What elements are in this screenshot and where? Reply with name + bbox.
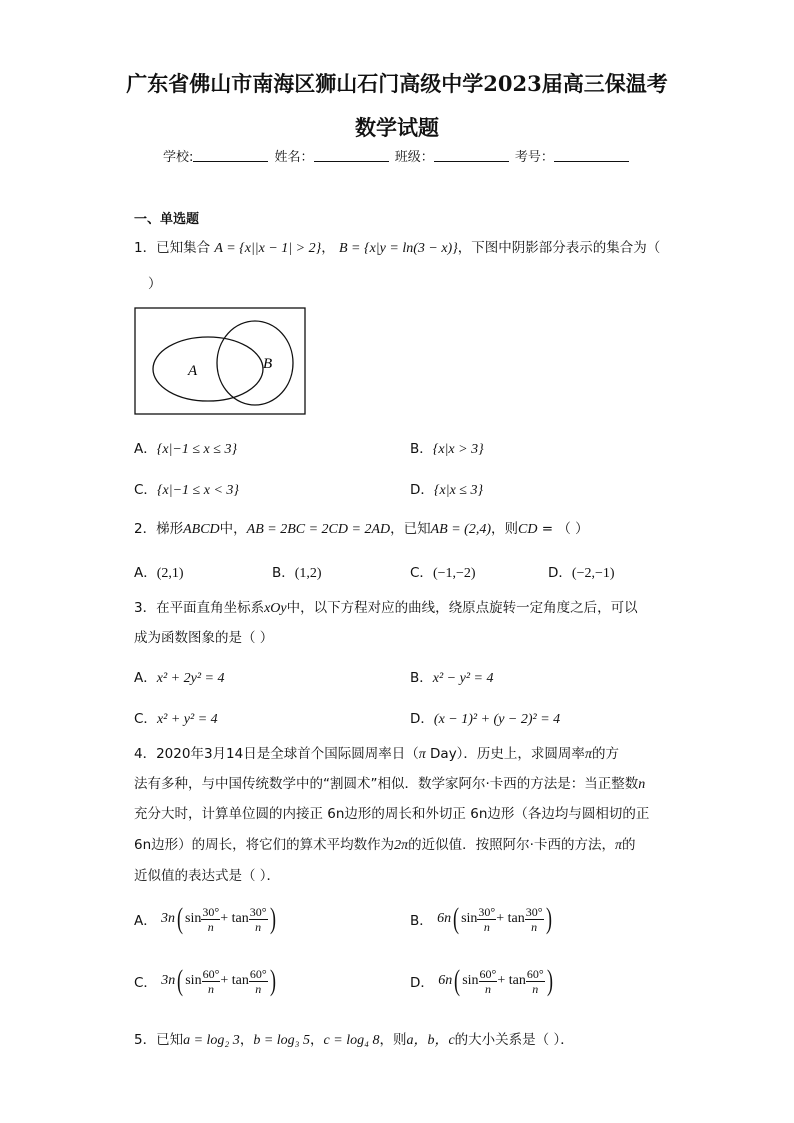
q1-option-c[interactable] [134, 478, 239, 499]
school-blank[interactable] [193, 149, 268, 162]
q4-option-c-frac1 [202, 967, 221, 996]
q3-line1: 在平面直角坐标系 [156, 600, 265, 616]
q4-option-b-tan: + tan [496, 911, 525, 926]
q2-vector-ab: AB = (2,4) [430, 522, 491, 537]
q1-set-b: B = {x|y = ln(3 − x)} [339, 241, 458, 256]
q4-option-c-lparen: ( [177, 964, 184, 997]
q5-text-a: 已知 [156, 1032, 184, 1048]
info-row [163, 146, 631, 165]
q2-option-d[interactable] [548, 561, 615, 582]
q4-option-d-tan: + tan [497, 973, 526, 988]
q3-option-a-value: x² + 2y² = 4 [156, 671, 225, 686]
q4-option-d-sin: sin [462, 973, 479, 988]
q4-option-a-frac1 [201, 905, 220, 934]
q4-option-b-letter: B． [410, 913, 433, 929]
question-5: 5．已知a = log₂ 3，b = log₃ 5，c = log₄ 8，则a，b，c的大小关系是（ ）． [134, 1032, 574, 1048]
q3-option-b-value: x² − y² = 4 [432, 671, 494, 686]
q4-option-c-den1: n [207, 981, 214, 996]
q2-text-c: ，已知 [390, 521, 431, 537]
name-blank[interactable] [314, 149, 389, 162]
q3-option-d[interactable] [410, 707, 560, 728]
q2-equation: AB = 2BC = 2CD = 2AD [246, 522, 391, 537]
q4-option-d-den1: n [484, 981, 491, 996]
q4-option-c-sin: sin [185, 973, 202, 988]
section-heading: 一、单选题 [134, 212, 200, 227]
q3-option-c-value: x² + y² = 4 [156, 712, 218, 727]
q4-option-b-den2: n [531, 919, 538, 934]
q4-option-a-coef: 3n [161, 911, 176, 926]
q4-option-a[interactable] [134, 902, 278, 936]
q4-option-a-frac2 [249, 905, 268, 934]
q4-line4 [134, 835, 635, 856]
q2-text-b: 中， [219, 521, 247, 537]
question-3 [134, 598, 638, 619]
page-title: 广东省佛山市南海区狮山石门高级中学2023届高三保温考 [126, 71, 668, 96]
q4-option-b-sin: sin [461, 911, 478, 926]
q4-line2-text: 法有多种，与中国传统数学中的“割圆术”相似．数学家阿尔·卡西的方法是：当正整数 [134, 776, 639, 792]
q4-number: 4． [134, 746, 157, 762]
q4-option-d-coef: 6n [438, 973, 453, 988]
q5-number: 5． [134, 1032, 157, 1048]
q2-option-c-letter: C． [410, 565, 433, 581]
q1-option-b[interactable] [410, 437, 484, 458]
q1-number: 1． [134, 240, 157, 256]
question-2 [134, 519, 589, 540]
q4-option-c-letter: C． [134, 975, 157, 991]
school-label: 学校: [163, 150, 194, 165]
q4-line4c: 的 [621, 837, 636, 853]
q5-a: a = log₂ 3 [183, 1033, 240, 1048]
q1-option-a-letter: A． [134, 441, 157, 457]
q4-pi: π [418, 747, 426, 762]
q4-option-c-frac2 [249, 967, 268, 996]
venn-label-b: B [263, 356, 273, 372]
q4-option-c-den2: n [255, 981, 262, 996]
q4-option-b-coef: 6n [437, 911, 452, 926]
q2-text-a: 梯形 [156, 521, 184, 537]
q4-option-d-lparen: ( [454, 964, 461, 997]
q4-option-b-lparen: ( [453, 902, 460, 935]
q3-option-a-letter: A． [134, 670, 157, 686]
q2-text-e: = （ ） [537, 521, 589, 537]
q1-sep: ， [321, 240, 335, 256]
question-4 [134, 744, 619, 765]
q4-n: n [638, 777, 646, 792]
q4-option-d-frac2 [526, 967, 545, 996]
q3-option-c-letter: C． [134, 711, 157, 727]
venn-set-a [153, 337, 263, 401]
q2-option-a-value: (2,1) [156, 566, 184, 581]
q4-option-b-den1: n [483, 919, 490, 934]
q2-option-a[interactable] [134, 561, 184, 582]
q1-set-a: A = {x||x − 1| > 2} [214, 241, 322, 256]
q4-option-c-tan: + tan [220, 973, 249, 988]
q5-b: b = log₃ 5 [253, 1033, 311, 1048]
q4-option-a-letter: A． [134, 913, 157, 929]
q4-option-b-num2: 30° [525, 904, 543, 919]
q4-option-b-frac1 [477, 905, 496, 934]
q1-option-a-value: {x|−1 ≤ x ≤ 3} [156, 442, 238, 457]
venn-universe-rect [135, 308, 305, 414]
q4-option-b-num1: 30° [478, 904, 496, 919]
q2-option-b[interactable] [272, 561, 322, 582]
q3-line1b: 中，以下方程对应的曲线，绕原点旋转一定角度之后，可以 [286, 600, 638, 616]
q4-line2 [134, 774, 645, 795]
q4-option-b-frac2 [525, 905, 544, 934]
q4-line4a: 6n边形）的周长，将它们的算术平均数作为 [134, 837, 395, 853]
q4-option-c-num2: 60° [249, 966, 267, 981]
exam-no-blank[interactable] [554, 149, 629, 162]
q1-option-a[interactable] [134, 437, 237, 458]
name-label: 姓名： [274, 150, 314, 165]
class-blank[interactable] [434, 149, 509, 162]
q2-number: 2． [134, 521, 157, 537]
q1-option-b-letter: B． [410, 441, 433, 457]
q4-line1: 2020年3月14日是全球首个国际圆周率日（ [156, 746, 419, 762]
q2-option-d-value: (−2,−1) [571, 566, 615, 581]
q4-option-c-num1: 60° [202, 966, 220, 981]
q1-option-c-letter: C． [134, 482, 157, 498]
q4-line5: 近似值的表达式是（ ）． [134, 868, 281, 884]
q4-pi-2: π [584, 747, 592, 762]
q1-option-d[interactable] [410, 478, 483, 499]
q4-option-b-rparen: ) [545, 902, 552, 935]
q1-text: 已知集合 [156, 240, 211, 256]
q3-number: 3． [134, 600, 157, 616]
q4-line4b: 的近似值．按照阿尔·卡西的方法， [408, 837, 615, 853]
q1-option-c-value: {x|−1 ≤ x < 3} [156, 483, 239, 498]
q2-option-b-letter: B． [272, 565, 295, 581]
q2-text-d: ，则 [490, 521, 518, 537]
q5-text-c: 的大小关系是（ ）． [454, 1032, 574, 1048]
q4-option-a-num2: 30° [249, 904, 267, 919]
q4-option-d-rparen: ) [546, 964, 553, 997]
q4-option-c-rparen: ) [269, 964, 276, 997]
q1-option-d-value: {x|x ≤ 3} [433, 483, 484, 498]
q2-vector-cd: CD [517, 522, 538, 537]
q5-vars: a，b，c [406, 1033, 455, 1048]
q2-option-a-letter: A． [134, 565, 157, 581]
q4-option-a-den1: n [207, 919, 214, 934]
q4-option-b[interactable] [410, 902, 554, 936]
q1-option-b-value: {x|x > 3} [432, 442, 484, 457]
exam-no-label: 考号： [514, 150, 554, 165]
q4-option-c[interactable] [134, 964, 278, 998]
q3-option-b[interactable] [410, 666, 493, 687]
q2-option-b-value: (1,2) [294, 566, 322, 581]
q1-text-b: ，下图中阴影部分表示的集合为（ [457, 240, 661, 256]
venn-diagram [134, 307, 306, 417]
q4-line1c: 的方 [591, 746, 619, 762]
q2-shape: ABCD [183, 522, 220, 537]
q4-option-a-num1: 30° [202, 904, 220, 919]
q1-option-d-letter: D． [410, 482, 434, 498]
q4-option-d-frac1 [479, 967, 498, 996]
q4-option-d-num2: 60° [526, 966, 544, 981]
q3-option-d-value: (x − 1)² + (y − 2)² = 4 [433, 712, 561, 727]
q3-line2: 成为函数图象的是（ ） [134, 630, 274, 646]
class-label: 班级： [394, 150, 434, 165]
q4-pi-3: π [614, 838, 622, 853]
q4-option-a-tan: + tan [220, 911, 249, 926]
q4-option-a-den2: n [255, 919, 262, 934]
q4-option-d-den2: n [532, 981, 539, 996]
q5-text-b: ，则 [379, 1032, 407, 1048]
q2-option-c[interactable] [410, 561, 476, 582]
q3-option-b-letter: B． [410, 670, 433, 686]
q5-c: c = log₄ 8 [323, 1033, 380, 1048]
q4-option-c-coef: 3n [161, 973, 176, 988]
q4-option-d-num1: 60° [479, 966, 497, 981]
q4-option-a-lparen: ( [177, 902, 184, 935]
q4-line1b: Day）．历史上，求圆周率 [425, 746, 585, 762]
q1-close-paren: ） [148, 276, 162, 292]
q4-option-a-rparen: ) [269, 902, 276, 935]
q2-option-c-value: (−1,−2) [432, 566, 476, 581]
q4-option-a-sin: sin [185, 911, 202, 926]
question-1 [134, 238, 660, 259]
q3-option-c[interactable] [134, 707, 218, 728]
q4-line3: 充分大时，计算单位圆的内接正 6n边形的周长和外切正 6n边形（各边均与圆相切的正 [134, 806, 650, 822]
q3-option-d-letter: D． [410, 711, 434, 727]
venn-label-a: A [188, 363, 198, 379]
q4-option-d-letter: D． [410, 975, 434, 991]
q4-two-pi: 2π [394, 838, 409, 853]
q4-option-d[interactable] [410, 964, 555, 998]
q3-option-a[interactable] [134, 666, 224, 687]
q3-coord: xOy [264, 601, 287, 616]
q2-option-d-letter: D． [548, 565, 572, 581]
venn-set-b [217, 321, 293, 405]
page-subtitle: 数学试题 [355, 115, 439, 140]
